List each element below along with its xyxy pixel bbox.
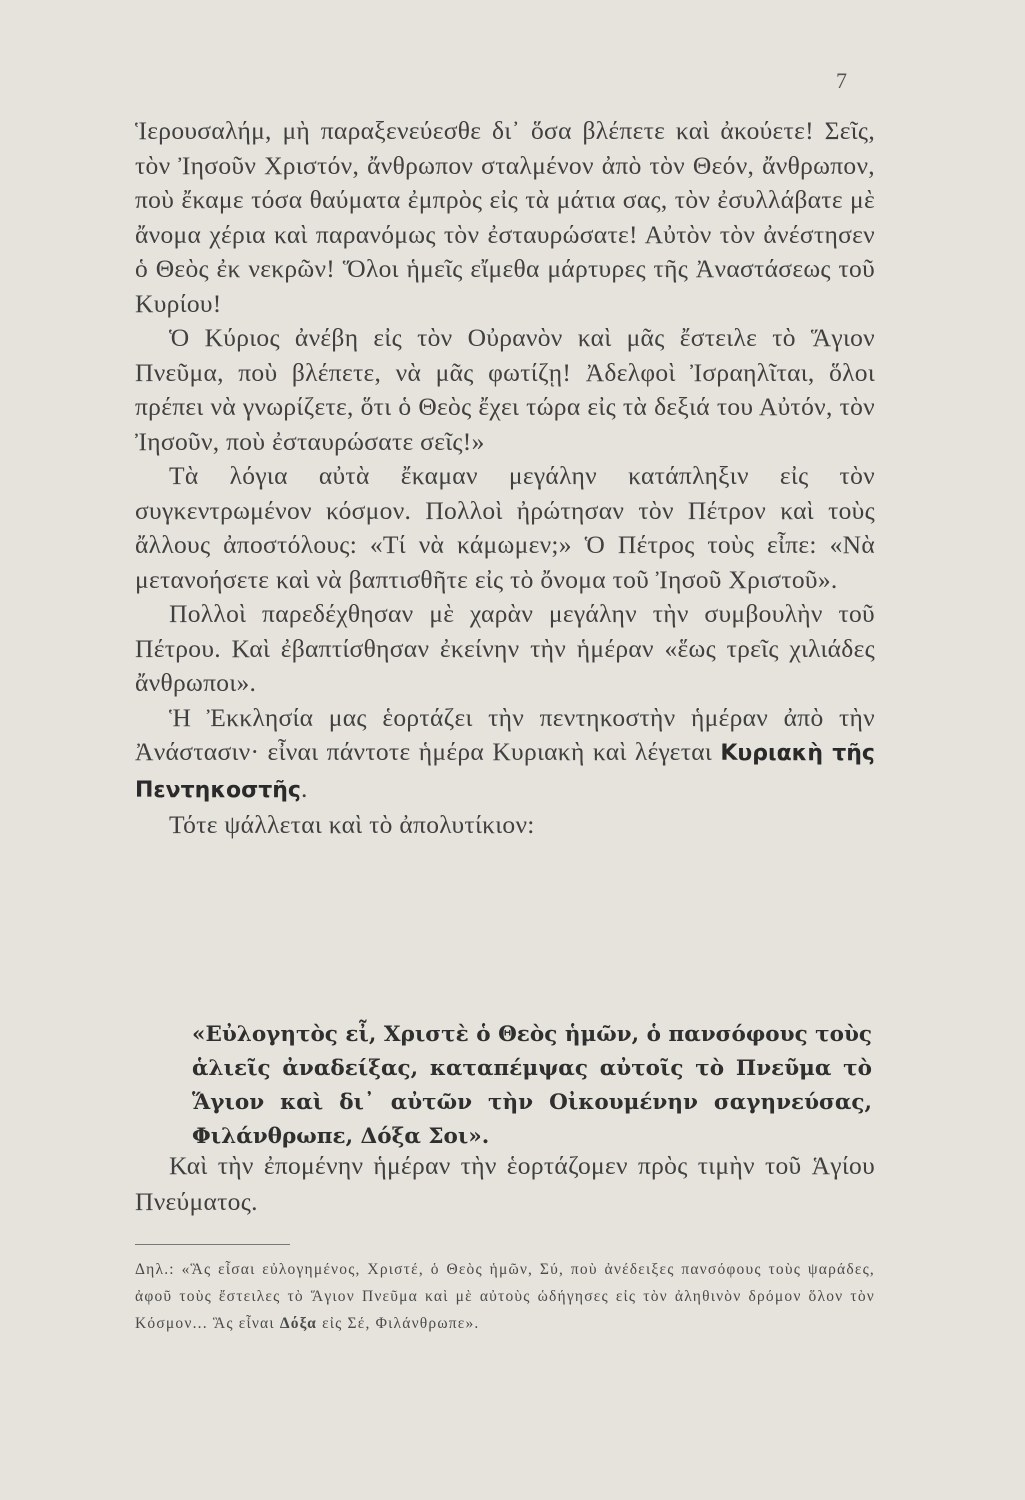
paragraph-4: Πολλοὶ παρεδέχθησαν μὲ χαρὰν μεγάλην τὴν συμβουλὴν τοῦ Πέτρου. Καὶ ἐβαπτίσθησαν ἐκείνην τὴν ἡμέραν «ἕως τρεῖς χιλιάδες ἄνθρωποι». [135, 599, 875, 697]
main-text [135, 114, 875, 843]
paragraph-2: Ὁ Κύριος ἀνέβη εἰς τὸν Οὐρανὸν καὶ μᾶς ἔστειλε τὸ Ἅγιον Πνεῦμα, ποὺ βλέπετε, νὰ μᾶς φωτίζῃ! Ἀδελφοὶ Ἰσραηλῖται, ὅλοι πρέπει νὰ γνωρίζετε, ὅτι ὁ Θεὸς ἔχει τώρα εἰς τὰ δεξιά του Αὐτόν, τὸν Ἰησοῦν, ποὺ ἐσταυρώσατε σεῖς!» [135, 323, 875, 456]
apolytikion-hymn: «Εὐλογητὸς εἶ, Χριστὲ ὁ Θεὸς ἡμῶν, ὁ πανσόφους τοὺς ἁλιεῖς ἀναδείξας, καταπέμψας αὐτοῖς τὸ Πνεῦμα τὸ Ἅγιον καὶ δι᾽ αὐτῶν τὴν Οἰκουμένην σαγηνεύσας, Φιλάνθρωπε, Δόξα Σοι». [192, 1022, 872, 1149]
closing-paragraph: Καὶ τὴν ἐπομένην ἡμέραν τὴν ἑορτάζομεν πρὸς τιμὴν τοῦ Ἁγίου Πνεύματος. [135, 1151, 875, 1216]
feast-name: Κυριακὴ τῆς Πεντηκοστῆς [135, 741, 875, 803]
paragraph-3: Τὰ λόγια αὐτὰ ἔκαμαν μεγάλην κατάπληξιν εἰς τὸν συγκεντρωμένον κόσμον. Πολλοὶ ἠρώτησαν τὸν Πέτρον καὶ τοὺς ἄλλους ἀποστόλους: «Τί νὰ κάμωμεν;» Ὁ Πέτρος τοὺς εἶπε: «Νὰ μετανοήσετε καὶ νὰ βαπτισθῆτε εἰς τὸ ὄνομα τοῦ Ἰησοῦ Χριστοῦ». [135, 461, 875, 594]
paragraph-5-text: Ἡ Ἐκκλησία μας ἑορτάζει τὴν πεντηκοστὴν ἡμέραν ἀπὸ τὴν Ἀνάστασιν· εἶναι πάντοτε ἡμέρα Κυριακὴ καὶ λέγεται [135, 702, 875, 766]
paragraph-5-end: . [300, 773, 308, 803]
footnote-end: εἰς Σέ, Φιλάνθρωπε». [322, 1315, 480, 1332]
footnote-text: Δηλ.: «Ἃς εἶσαι εὐλογημένος, Χριστέ, ὁ Θεὸς ἡμῶν, Σύ, ποὺ ἀνέδειξες πανσόφους τοὺς ψαράδες, ἀφοῦ τοὺς ἔστειλες τὸ Ἅγιον Πνεῦμα καὶ μὲ αὐτοὺς ὡδήγησες εἰς τὸν ἀληθινὸν δρόμον ὅλον τὸν Κόσμον... Ἃς εἶναι [135, 1261, 875, 1332]
paragraph-6: Τότε ψάλλεται καὶ τὸ ἀπολυτίκιον: [169, 810, 535, 839]
footnote [135, 1256, 875, 1337]
footnote-divider [135, 1244, 290, 1245]
paragraph-5 [135, 701, 875, 809]
paragraph-1: Ἱερουσαλήμ, μὴ παραξενεύεσθε δι᾽ ὅσα βλέπετε καὶ ἀκούετε! Σεῖς, τὸν Ἰησοῦν Χριστόν, ἄνθρωπον σταλμένον ἀπὸ τὸν Θεόν, ἄνθρωπον, ποὺ ἔκαμε τόσα θαύματα ἐμπρὸς εἰς τὰ μάτια σας, τὸν ἐσυλλάβατε μὲ ἄνομα χέρια καὶ παρανόμως τὸν ἐσταυρώσατε! Αὐτὸν τὸν ἀνέστησεν ὁ Θεὸς ἐκ νεκρῶν! Ὅλοι ἡμεῖς εἴμεθα μάρτυρες τῆς Ἀναστάσεως τοῦ Κυρίου! [135, 116, 875, 318]
footnote-bold: Δόξα [279, 1315, 317, 1332]
page-number: 7 [836, 68, 847, 93]
